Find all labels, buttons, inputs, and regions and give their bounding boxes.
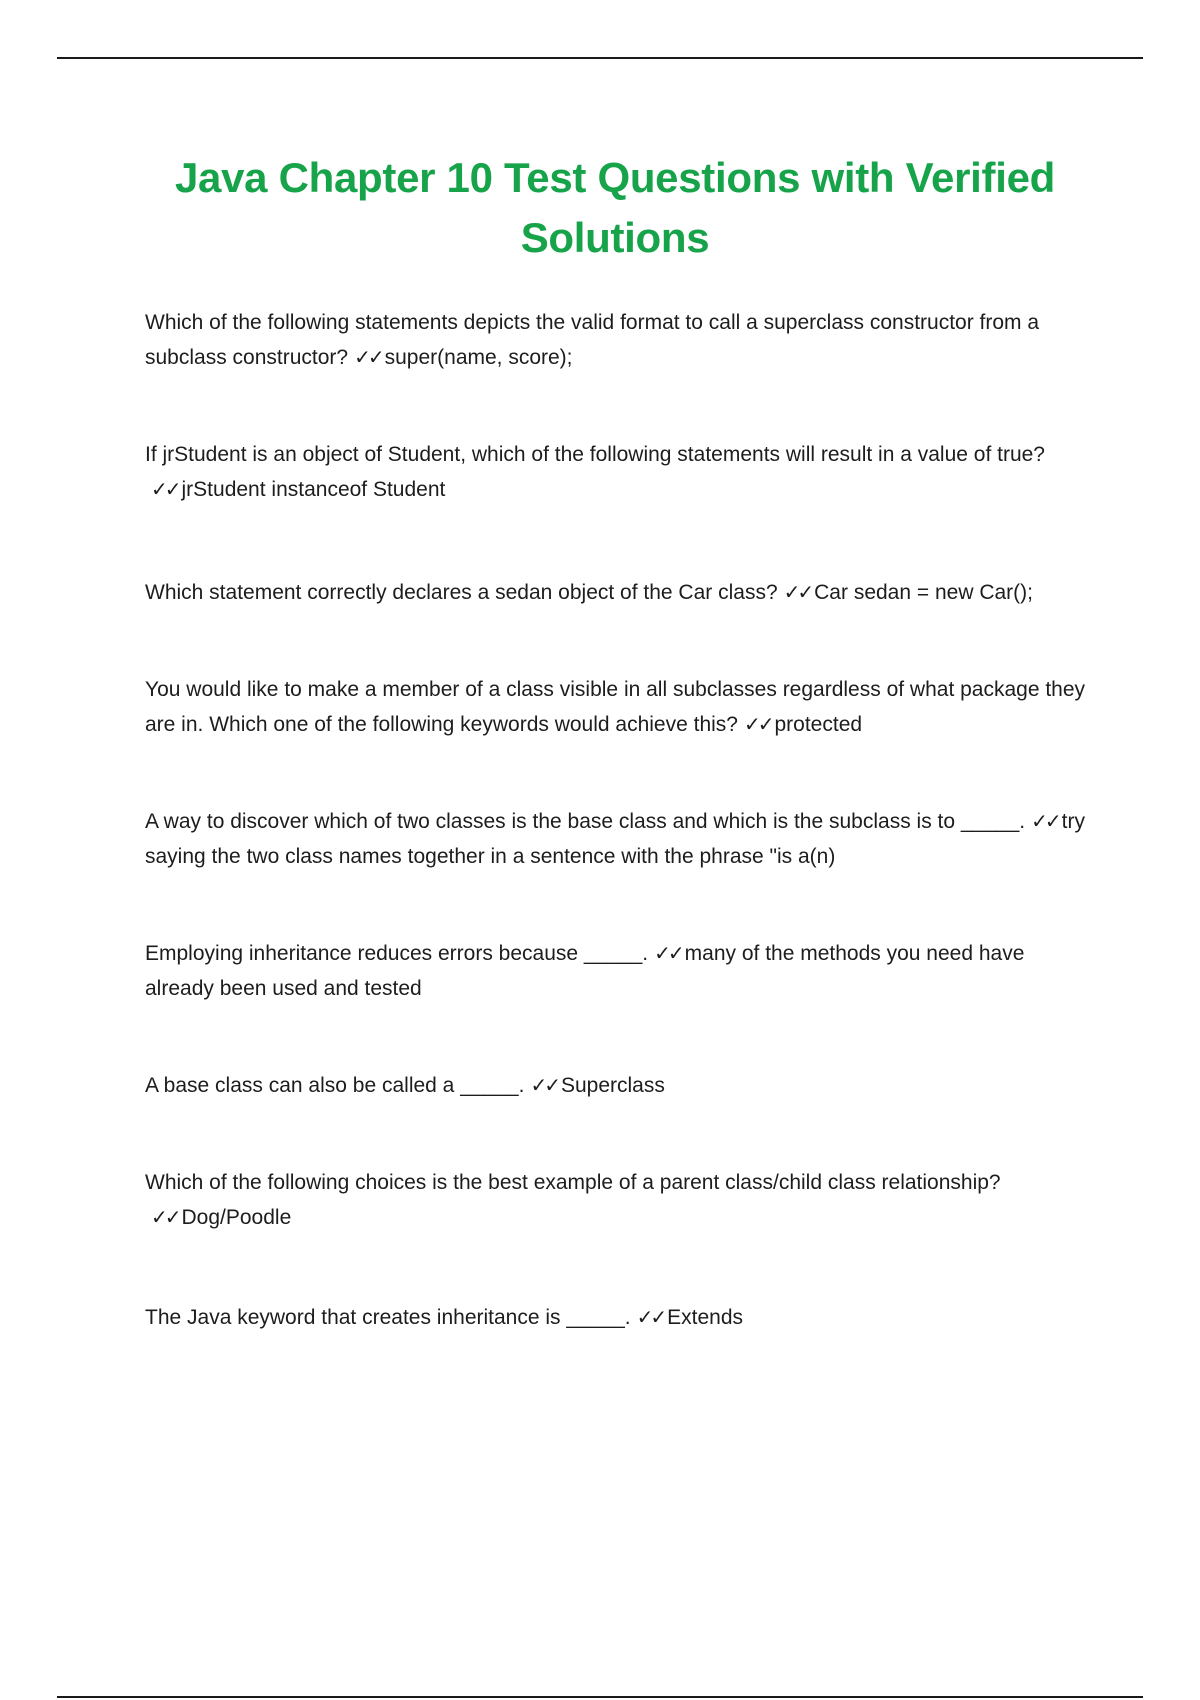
qa-item-5 xyxy=(145,804,1095,874)
question-text: Employing inheritance reduces errors because _____. xyxy=(145,942,649,965)
answer-text: try saying the two class names together in a sentence with the phrase "is a(n) xyxy=(145,810,1085,868)
qa-item-7 xyxy=(145,1068,1095,1103)
answer-text: many of the methods you need have already been used and tested xyxy=(145,942,1025,1000)
question-text: Which of the following choices is the best example of a parent class/child class relationship? xyxy=(145,1171,1001,1194)
question-text: The Java keyword that creates inheritance is _____. xyxy=(145,1306,631,1329)
answer-text: super(name, score); xyxy=(384,346,573,369)
qa-item-3 xyxy=(145,575,1095,610)
answer-text: Superclass xyxy=(560,1074,665,1097)
double-check-icon: ✓✓ xyxy=(530,1073,558,1097)
question-text: A base class can also be called a _____. xyxy=(145,1074,525,1097)
qa-item-9 xyxy=(145,1300,1095,1335)
qa-item-4 xyxy=(145,672,1095,742)
double-check-icon: ✓✓ xyxy=(783,580,812,604)
answer-text: jrStudent instanceof Student xyxy=(181,478,446,501)
answer-text: protected xyxy=(774,713,863,736)
double-check-icon: ✓✓ xyxy=(151,1205,179,1229)
question-text: If jrStudent is an object of Student, which of the following statements will result in a value of true? xyxy=(145,443,1045,466)
double-check-icon: ✓✓ xyxy=(1031,809,1059,833)
double-check-icon: ✓✓ xyxy=(743,712,772,736)
qa-item-6 xyxy=(145,936,1095,1006)
qa-item-2 xyxy=(145,437,1095,507)
question-text: Which statement correctly declares a sedan object of the Car class? xyxy=(145,581,778,604)
document-title: Java Chapter 10 Test Questions with Verified Solutions xyxy=(175,154,1055,261)
question-text: You would like to make a member of a class visible in all subclasses regardless of what package they are in. Which one of the following keywords would achieve this? xyxy=(145,678,1086,736)
answer-text: Extends xyxy=(667,1306,744,1329)
qa-item-8 xyxy=(145,1165,1095,1235)
answer-text: Dog/Poodle xyxy=(181,1206,292,1229)
double-check-icon: ✓✓ xyxy=(151,477,179,501)
question-text: A way to discover which of two classes is the base class and which is the subclass is to _____. xyxy=(145,810,1026,833)
double-check-icon: ✓✓ xyxy=(354,345,382,369)
top-rule xyxy=(57,57,1143,59)
double-check-icon: ✓✓ xyxy=(654,941,682,965)
bottom-rule xyxy=(57,1696,1143,1698)
answer-text: Car sedan = new Car(); xyxy=(814,581,1033,604)
question-text: Which of the following statements depicts the valid format to call a superclass constructor from a subclass constructor? xyxy=(145,311,1040,369)
qa-item-1 xyxy=(145,305,1095,375)
double-check-icon: ✓✓ xyxy=(636,1305,665,1329)
